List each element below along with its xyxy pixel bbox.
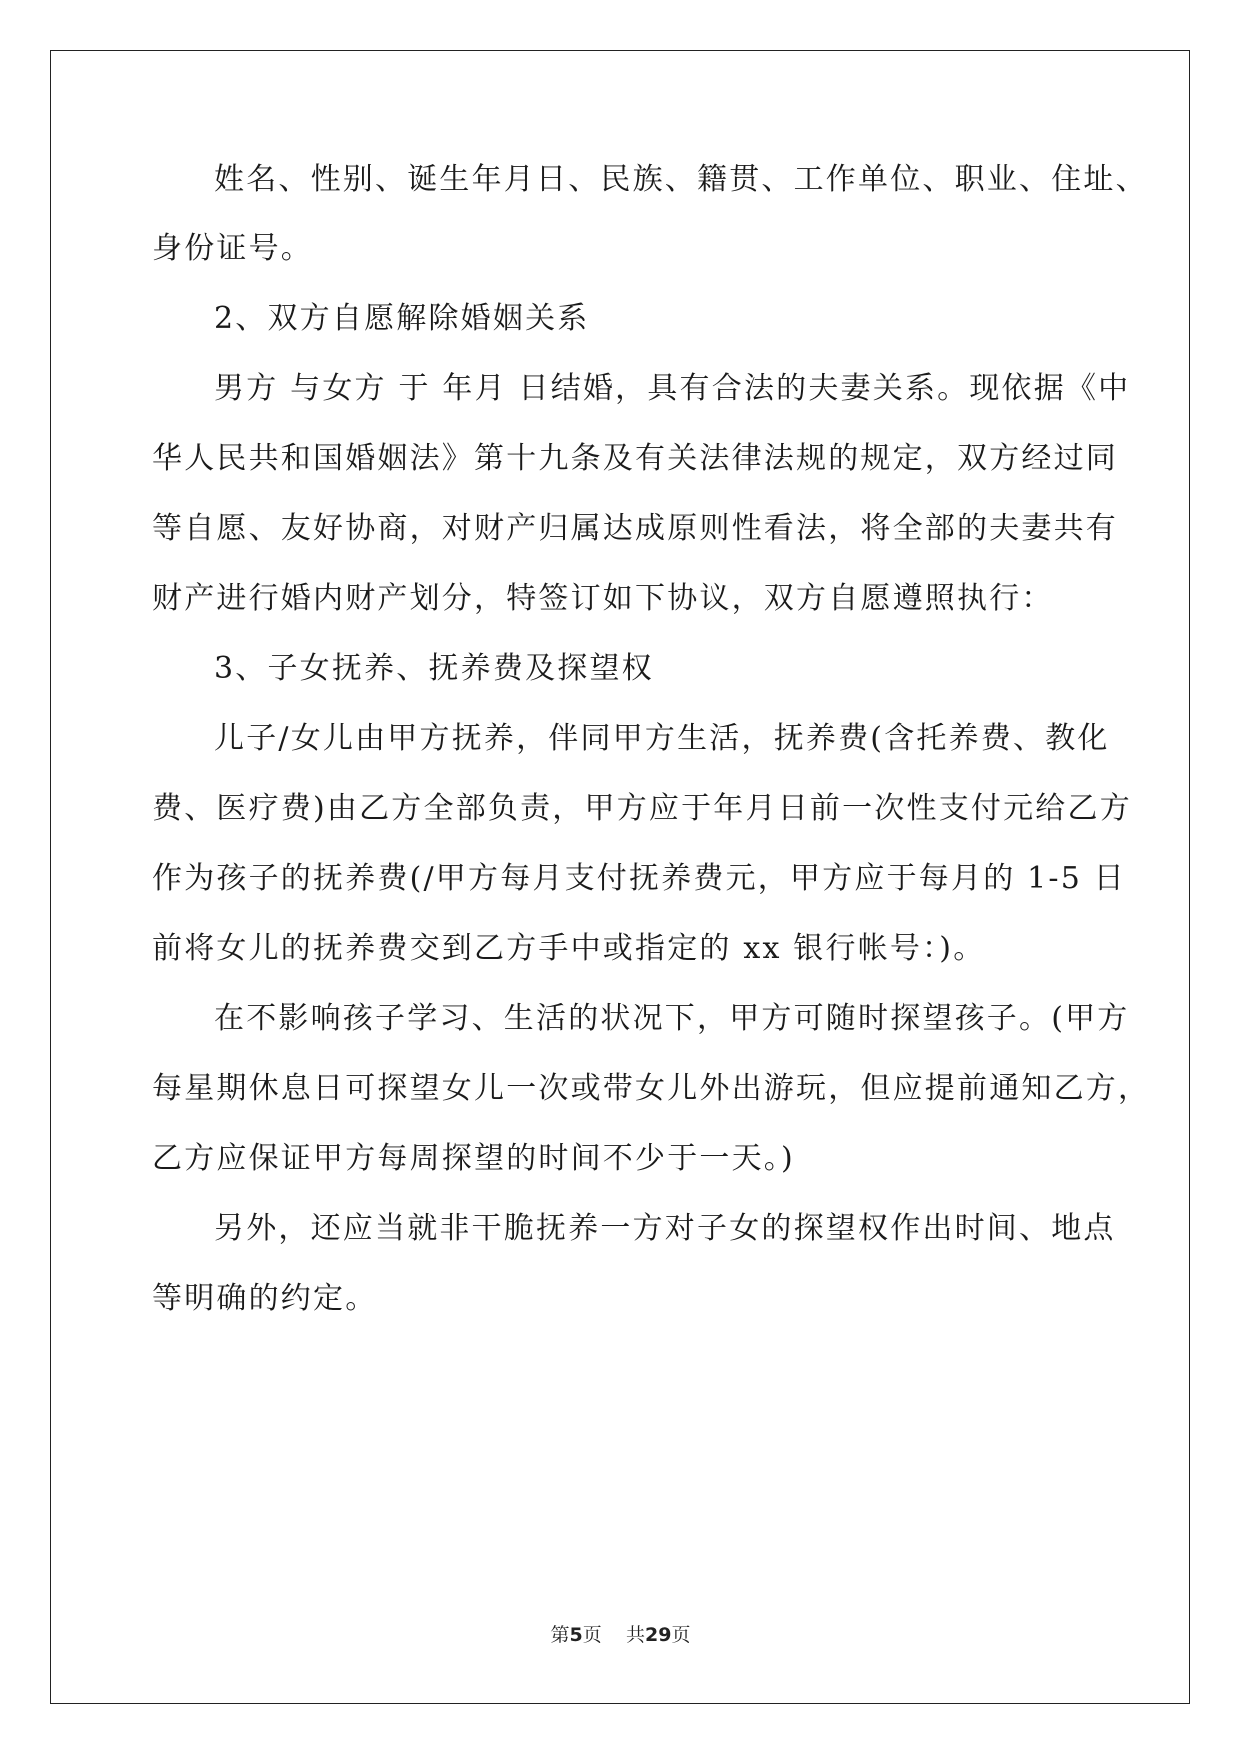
text-line-6: 等自愿、友好协商，对财产归属达成原则性看法，将全部的夫妻共有: [152, 511, 1118, 546]
section-heading-3: 3、子女抚养、抚养费及探望权: [214, 651, 654, 686]
section-heading-2: 2、双方自愿解除婚姻关系: [214, 301, 590, 336]
text-line-5: 华人民共和国婚姻法》第十九条及有关法律法规的规定，双方经过同: [152, 441, 1118, 476]
text-line-9: 儿子/女儿由甲方抚养，伴同甲方生活，抚养费(含托养费、教化: [214, 721, 1110, 756]
total-page-count: 29: [644, 1624, 672, 1646]
footer-total-suffix: 页: [671, 1624, 691, 1646]
text-line-7: 财产进行婚内财产划分，特签订如下协议，双方自愿遵照执行：: [152, 581, 1054, 616]
text-line-10: 费、医疗费)由乙方全部负责，甲方应于年月日前一次性支付元给乙方: [152, 791, 1132, 826]
text-line-13: 在不影响孩子学习、生活的状况下，甲方可随时探望孩子。(甲方: [214, 1001, 1130, 1036]
footer-page-suffix: 页: [582, 1624, 602, 1646]
footer-total-prefix: 共: [625, 1624, 645, 1646]
text-line-15: 乙方应保证甲方每周探望的时间不少于一天。): [152, 1141, 795, 1176]
text-line-14: 每星期休息日可探望女儿一次或带女儿外出游玩，但应提前通知乙方，: [152, 1071, 1151, 1106]
text-line-12: 前将女儿的抚养费交到乙方手中或指定的 xx 银行帐号：)。: [152, 931, 986, 966]
text-line-11: 作为孩子的抚养费(/甲方每月支付抚养费元，甲方应于每月的 1-5 日: [152, 861, 1126, 896]
text-line-16: 另外，还应当就非干脆抚养一方对子女的探望权作出时间、地点: [214, 1211, 1116, 1246]
current-page-number: 5: [569, 1624, 583, 1646]
text-line-1: 姓名、性别、诞生年月日、民族、籍贯、工作单位、职业、住址、: [214, 162, 1148, 197]
text-line-17: 等明确的约定。: [152, 1281, 378, 1316]
page-footer: [0, 1620, 1241, 1647]
footer-prefix: 第: [550, 1624, 570, 1646]
text-line-4: 男方 与女方 于 年月 日结婚，具有合法的夫妻关系。现依据《中: [214, 371, 1131, 406]
text-line-2: 身份证号。: [152, 231, 313, 266]
